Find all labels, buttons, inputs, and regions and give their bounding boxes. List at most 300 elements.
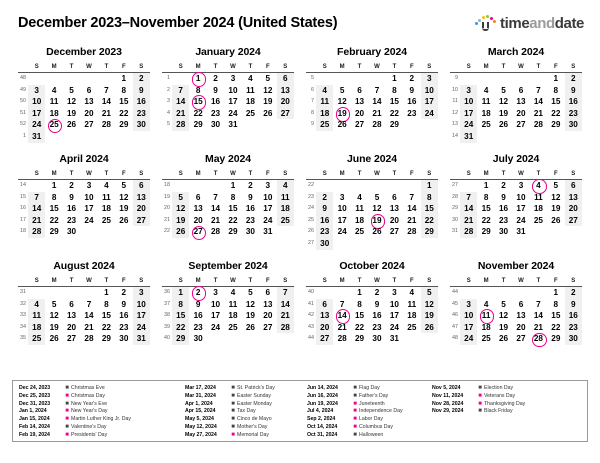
day-cell[interactable] <box>172 119 189 131</box>
day-cell[interactable] <box>133 96 150 108</box>
day-cell[interactable] <box>242 299 259 311</box>
day-cell[interactable] <box>386 333 403 345</box>
day-cell[interactable] <box>224 310 241 322</box>
legend-item[interactable] <box>185 401 307 409</box>
day-cell[interactable] <box>242 180 259 192</box>
day-cell[interactable] <box>421 180 438 192</box>
day-cell[interactable] <box>28 192 45 204</box>
day-cell[interactable] <box>333 203 350 215</box>
day-cell-marked[interactable] <box>189 287 206 299</box>
day-cell[interactable] <box>189 215 206 227</box>
day-cell[interactable] <box>28 96 45 108</box>
day-cell[interactable] <box>386 299 403 311</box>
day-cell[interactable] <box>351 333 368 345</box>
day-cell[interactable] <box>477 108 494 120</box>
day-cell[interactable] <box>421 96 438 108</box>
day-cell[interactable] <box>80 180 97 192</box>
day-cell[interactable] <box>368 322 385 334</box>
day-cell[interactable] <box>565 192 582 204</box>
day-cell-marked[interactable] <box>477 310 494 322</box>
day-cell[interactable] <box>172 299 189 311</box>
day-cell[interactable] <box>98 85 115 97</box>
day-cell[interactable] <box>207 73 224 85</box>
day-cell[interactable] <box>460 85 477 97</box>
day-cell[interactable] <box>512 322 529 334</box>
day-cell[interactable] <box>115 192 132 204</box>
day-cell[interactable] <box>386 215 403 227</box>
day-cell[interactable] <box>242 73 259 85</box>
legend-item[interactable] <box>307 416 432 424</box>
day-cell[interactable] <box>403 96 420 108</box>
day-cell[interactable] <box>207 299 224 311</box>
day-cell-marked[interactable] <box>189 226 206 238</box>
day-cell[interactable] <box>547 96 564 108</box>
day-cell[interactable] <box>80 215 97 227</box>
day-cell[interactable] <box>28 310 45 322</box>
day-cell[interactable] <box>28 203 45 215</box>
day-cell[interactable] <box>207 96 224 108</box>
day-cell[interactable] <box>207 215 224 227</box>
day-cell[interactable] <box>530 85 547 97</box>
day-cell[interactable] <box>512 180 529 192</box>
day-cell[interactable] <box>351 108 368 120</box>
day-cell[interactable] <box>460 203 477 215</box>
day-cell[interactable] <box>530 299 547 311</box>
day-cell[interactable] <box>189 310 206 322</box>
day-cell[interactable] <box>421 299 438 311</box>
day-cell[interactable] <box>45 96 62 108</box>
day-cell[interactable] <box>277 322 294 334</box>
day-cell[interactable] <box>403 310 420 322</box>
day-cell[interactable] <box>80 119 97 131</box>
day-cell[interactable] <box>242 203 259 215</box>
day-cell[interactable] <box>172 203 189 215</box>
day-cell[interactable] <box>316 215 333 227</box>
day-cell[interactable] <box>115 299 132 311</box>
legend-item[interactable] <box>432 401 572 409</box>
day-cell[interactable] <box>477 226 494 238</box>
legend-item[interactable] <box>432 385 572 393</box>
day-cell[interactable] <box>403 73 420 85</box>
day-cell[interactable] <box>63 310 80 322</box>
day-cell[interactable] <box>565 85 582 97</box>
day-cell[interactable] <box>333 226 350 238</box>
day-cell[interactable] <box>63 180 80 192</box>
day-cell[interactable] <box>460 333 477 345</box>
day-cell[interactable] <box>172 310 189 322</box>
day-cell[interactable] <box>477 96 494 108</box>
day-cell[interactable] <box>259 96 276 108</box>
day-cell[interactable] <box>403 322 420 334</box>
legend-item[interactable] <box>19 401 185 409</box>
day-cell[interactable] <box>133 192 150 204</box>
day-cell[interactable] <box>316 238 333 250</box>
day-cell[interactable] <box>259 287 276 299</box>
day-cell[interactable] <box>45 180 62 192</box>
day-cell[interactable] <box>224 322 241 334</box>
legend-item[interactable] <box>307 408 432 416</box>
day-cell[interactable] <box>242 85 259 97</box>
day-cell[interactable] <box>512 96 529 108</box>
day-cell[interactable] <box>351 226 368 238</box>
day-cell[interactable] <box>460 192 477 204</box>
day-cell[interactable] <box>133 73 150 85</box>
day-cell[interactable] <box>45 226 62 238</box>
day-cell[interactable] <box>189 119 206 131</box>
day-cell[interactable] <box>224 96 241 108</box>
day-cell[interactable] <box>421 85 438 97</box>
day-cell[interactable] <box>28 119 45 131</box>
day-cell[interactable] <box>259 215 276 227</box>
day-cell[interactable] <box>133 310 150 322</box>
timeanddate-logo[interactable] <box>475 15 584 32</box>
day-cell[interactable] <box>133 215 150 227</box>
day-cell[interactable] <box>224 203 241 215</box>
legend-item[interactable] <box>19 393 185 401</box>
day-cell[interactable] <box>565 180 582 192</box>
day-cell[interactable] <box>368 287 385 299</box>
day-cell[interactable] <box>277 108 294 120</box>
day-cell[interactable] <box>45 333 62 345</box>
day-cell[interactable] <box>547 85 564 97</box>
legend-item[interactable] <box>19 408 185 416</box>
day-cell[interactable] <box>115 310 132 322</box>
day-cell[interactable] <box>565 333 582 345</box>
day-cell[interactable] <box>530 310 547 322</box>
day-cell[interactable] <box>403 215 420 227</box>
day-cell[interactable] <box>495 96 512 108</box>
legend-item[interactable] <box>432 408 572 416</box>
day-cell[interactable] <box>259 73 276 85</box>
day-cell[interactable] <box>477 192 494 204</box>
day-cell[interactable] <box>115 73 132 85</box>
day-cell[interactable] <box>316 310 333 322</box>
day-cell[interactable] <box>512 119 529 131</box>
day-cell[interactable] <box>115 203 132 215</box>
day-cell[interactable] <box>333 192 350 204</box>
day-cell[interactable] <box>133 322 150 334</box>
day-cell[interactable] <box>565 73 582 85</box>
day-cell[interactable] <box>565 96 582 108</box>
day-cell[interactable] <box>224 287 241 299</box>
day-cell[interactable] <box>530 119 547 131</box>
day-cell[interactable] <box>530 203 547 215</box>
day-cell[interactable] <box>351 96 368 108</box>
day-cell[interactable] <box>386 203 403 215</box>
day-cell[interactable] <box>403 287 420 299</box>
day-cell[interactable] <box>386 85 403 97</box>
legend-item[interactable] <box>307 393 432 401</box>
day-cell[interactable] <box>547 287 564 299</box>
day-cell[interactable] <box>207 203 224 215</box>
day-cell[interactable] <box>421 310 438 322</box>
day-cell[interactable] <box>63 192 80 204</box>
day-cell[interactable] <box>530 322 547 334</box>
day-cell[interactable] <box>277 299 294 311</box>
day-cell[interactable] <box>115 96 132 108</box>
day-cell[interactable] <box>316 299 333 311</box>
day-cell[interactable] <box>172 226 189 238</box>
day-cell[interactable] <box>421 192 438 204</box>
day-cell[interactable] <box>333 119 350 131</box>
day-cell[interactable] <box>316 85 333 97</box>
day-cell[interactable] <box>403 85 420 97</box>
day-cell[interactable] <box>277 180 294 192</box>
day-cell[interactable] <box>259 203 276 215</box>
day-cell[interactable] <box>133 108 150 120</box>
day-cell[interactable] <box>259 85 276 97</box>
day-cell[interactable] <box>530 215 547 227</box>
day-cell[interactable] <box>63 119 80 131</box>
day-cell[interactable] <box>386 287 403 299</box>
day-cell[interactable] <box>98 299 115 311</box>
day-cell[interactable] <box>403 203 420 215</box>
day-cell[interactable] <box>495 108 512 120</box>
day-cell[interactable] <box>512 203 529 215</box>
day-cell[interactable] <box>224 108 241 120</box>
day-cell[interactable] <box>277 287 294 299</box>
day-cell[interactable] <box>277 203 294 215</box>
day-cell[interactable] <box>565 215 582 227</box>
day-cell[interactable] <box>386 96 403 108</box>
day-cell[interactable] <box>368 119 385 131</box>
day-cell[interactable] <box>421 215 438 227</box>
day-cell[interactable] <box>259 180 276 192</box>
day-cell[interactable] <box>547 310 564 322</box>
day-cell[interactable] <box>386 322 403 334</box>
day-cell[interactable] <box>115 215 132 227</box>
legend-item[interactable] <box>307 401 432 409</box>
day-cell-marked[interactable] <box>368 215 385 227</box>
legend-item[interactable] <box>19 424 185 432</box>
day-cell[interactable] <box>207 310 224 322</box>
day-cell[interactable] <box>565 299 582 311</box>
day-cell[interactable] <box>512 226 529 238</box>
day-cell[interactable] <box>403 192 420 204</box>
day-cell[interactable] <box>403 299 420 311</box>
day-cell[interactable] <box>224 226 241 238</box>
legend-item[interactable] <box>185 432 307 440</box>
day-cell[interactable] <box>189 108 206 120</box>
day-cell[interactable] <box>80 192 97 204</box>
day-cell[interactable] <box>530 192 547 204</box>
day-cell[interactable] <box>172 108 189 120</box>
day-cell[interactable] <box>259 108 276 120</box>
day-cell-marked[interactable] <box>189 73 206 85</box>
day-cell[interactable] <box>172 192 189 204</box>
day-cell[interactable] <box>547 203 564 215</box>
day-cell[interactable] <box>512 215 529 227</box>
day-cell[interactable] <box>80 85 97 97</box>
day-cell[interactable] <box>63 203 80 215</box>
day-cell[interactable] <box>495 85 512 97</box>
day-cell[interactable] <box>63 333 80 345</box>
day-cell[interactable] <box>351 203 368 215</box>
day-cell-marked[interactable] <box>530 333 547 345</box>
day-cell[interactable] <box>421 322 438 334</box>
day-cell[interactable] <box>207 192 224 204</box>
day-cell[interactable] <box>368 85 385 97</box>
day-cell[interactable] <box>45 215 62 227</box>
day-cell[interactable] <box>224 85 241 97</box>
day-cell[interactable] <box>98 192 115 204</box>
day-cell[interactable] <box>386 226 403 238</box>
day-cell[interactable] <box>477 119 494 131</box>
day-cell[interactable] <box>368 192 385 204</box>
day-cell[interactable] <box>460 226 477 238</box>
day-cell[interactable] <box>421 73 438 85</box>
day-cell[interactable] <box>386 73 403 85</box>
day-cell[interactable] <box>460 119 477 131</box>
day-cell[interactable] <box>63 226 80 238</box>
day-cell[interactable] <box>242 310 259 322</box>
day-cell[interactable] <box>460 310 477 322</box>
day-cell[interactable] <box>207 287 224 299</box>
day-cell[interactable] <box>495 203 512 215</box>
day-cell[interactable] <box>189 299 206 311</box>
day-cell[interactable] <box>477 180 494 192</box>
day-cell[interactable] <box>63 299 80 311</box>
day-cell[interactable] <box>224 73 241 85</box>
day-cell[interactable] <box>98 108 115 120</box>
day-cell[interactable] <box>386 108 403 120</box>
day-cell[interactable] <box>189 192 206 204</box>
day-cell[interactable] <box>172 85 189 97</box>
day-cell[interactable] <box>495 322 512 334</box>
day-cell[interactable] <box>259 192 276 204</box>
day-cell[interactable] <box>403 226 420 238</box>
legend-item[interactable] <box>432 393 572 401</box>
day-cell[interactable] <box>316 322 333 334</box>
day-cell[interactable] <box>80 299 97 311</box>
day-cell[interactable] <box>63 322 80 334</box>
day-cell[interactable] <box>495 333 512 345</box>
day-cell[interactable] <box>80 310 97 322</box>
day-cell[interactable] <box>172 215 189 227</box>
day-cell[interactable] <box>63 215 80 227</box>
day-cell[interactable] <box>45 203 62 215</box>
day-cell[interactable] <box>495 192 512 204</box>
day-cell[interactable] <box>172 287 189 299</box>
day-cell-marked[interactable] <box>45 119 62 131</box>
day-cell[interactable] <box>242 108 259 120</box>
day-cell[interactable] <box>242 215 259 227</box>
day-cell[interactable] <box>316 108 333 120</box>
day-cell[interactable] <box>333 333 350 345</box>
day-cell[interactable] <box>115 287 132 299</box>
day-cell[interactable] <box>351 287 368 299</box>
day-cell[interactable] <box>547 108 564 120</box>
day-cell[interactable] <box>512 333 529 345</box>
day-cell[interactable] <box>242 192 259 204</box>
day-cell[interactable] <box>224 192 241 204</box>
day-cell[interactable] <box>351 322 368 334</box>
day-cell[interactable] <box>368 333 385 345</box>
day-cell[interactable] <box>207 226 224 238</box>
day-cell[interactable] <box>333 322 350 334</box>
day-cell-marked[interactable] <box>333 108 350 120</box>
day-cell[interactable] <box>242 287 259 299</box>
day-cell[interactable] <box>351 310 368 322</box>
day-cell[interactable] <box>565 108 582 120</box>
day-cell[interactable] <box>351 119 368 131</box>
day-cell[interactable] <box>98 96 115 108</box>
day-cell[interactable] <box>316 96 333 108</box>
day-cell[interactable] <box>98 119 115 131</box>
day-cell-marked[interactable] <box>530 180 547 192</box>
legend-item[interactable] <box>185 393 307 401</box>
day-cell-marked[interactable] <box>189 96 206 108</box>
legend-item[interactable] <box>185 385 307 393</box>
day-cell[interactable] <box>259 310 276 322</box>
day-cell[interactable] <box>386 310 403 322</box>
day-cell[interactable] <box>115 322 132 334</box>
day-cell[interactable] <box>316 226 333 238</box>
day-cell[interactable] <box>565 203 582 215</box>
day-cell[interactable] <box>80 333 97 345</box>
day-cell[interactable] <box>421 287 438 299</box>
day-cell[interactable] <box>477 85 494 97</box>
day-cell[interactable] <box>133 85 150 97</box>
day-cell[interactable] <box>28 131 45 143</box>
day-cell[interactable] <box>368 299 385 311</box>
day-cell[interactable] <box>207 85 224 97</box>
day-cell[interactable] <box>421 108 438 120</box>
day-cell[interactable] <box>512 192 529 204</box>
day-cell[interactable] <box>547 215 564 227</box>
day-cell[interactable] <box>277 96 294 108</box>
day-cell[interactable] <box>512 85 529 97</box>
day-cell[interactable] <box>565 310 582 322</box>
day-cell[interactable] <box>259 299 276 311</box>
day-cell[interactable] <box>189 203 206 215</box>
day-cell[interactable] <box>530 108 547 120</box>
day-cell[interactable] <box>98 203 115 215</box>
day-cell-marked[interactable] <box>333 310 350 322</box>
day-cell[interactable] <box>133 333 150 345</box>
day-cell[interactable] <box>421 203 438 215</box>
day-cell[interactable] <box>368 108 385 120</box>
day-cell[interactable] <box>386 119 403 131</box>
day-cell[interactable] <box>133 287 150 299</box>
day-cell[interactable] <box>530 96 547 108</box>
day-cell[interactable] <box>495 226 512 238</box>
day-cell[interactable] <box>512 299 529 311</box>
day-cell[interactable] <box>189 333 206 345</box>
day-cell[interactable] <box>277 310 294 322</box>
day-cell[interactable] <box>277 85 294 97</box>
day-cell[interactable] <box>45 310 62 322</box>
day-cell[interactable] <box>224 119 241 131</box>
day-cell[interactable] <box>333 85 350 97</box>
day-cell[interactable] <box>316 333 333 345</box>
day-cell[interactable] <box>45 192 62 204</box>
day-cell[interactable] <box>547 322 564 334</box>
legend-item[interactable] <box>185 416 307 424</box>
day-cell[interactable] <box>547 333 564 345</box>
legend-item[interactable] <box>307 424 432 432</box>
day-cell[interactable] <box>477 203 494 215</box>
day-cell[interactable] <box>224 180 241 192</box>
day-cell[interactable] <box>333 215 350 227</box>
day-cell[interactable] <box>115 119 132 131</box>
day-cell[interactable] <box>460 131 477 143</box>
day-cell[interactable] <box>277 192 294 204</box>
day-cell[interactable] <box>565 287 582 299</box>
legend-item[interactable] <box>307 385 432 393</box>
day-cell[interactable] <box>98 333 115 345</box>
legend-item[interactable] <box>19 416 185 424</box>
